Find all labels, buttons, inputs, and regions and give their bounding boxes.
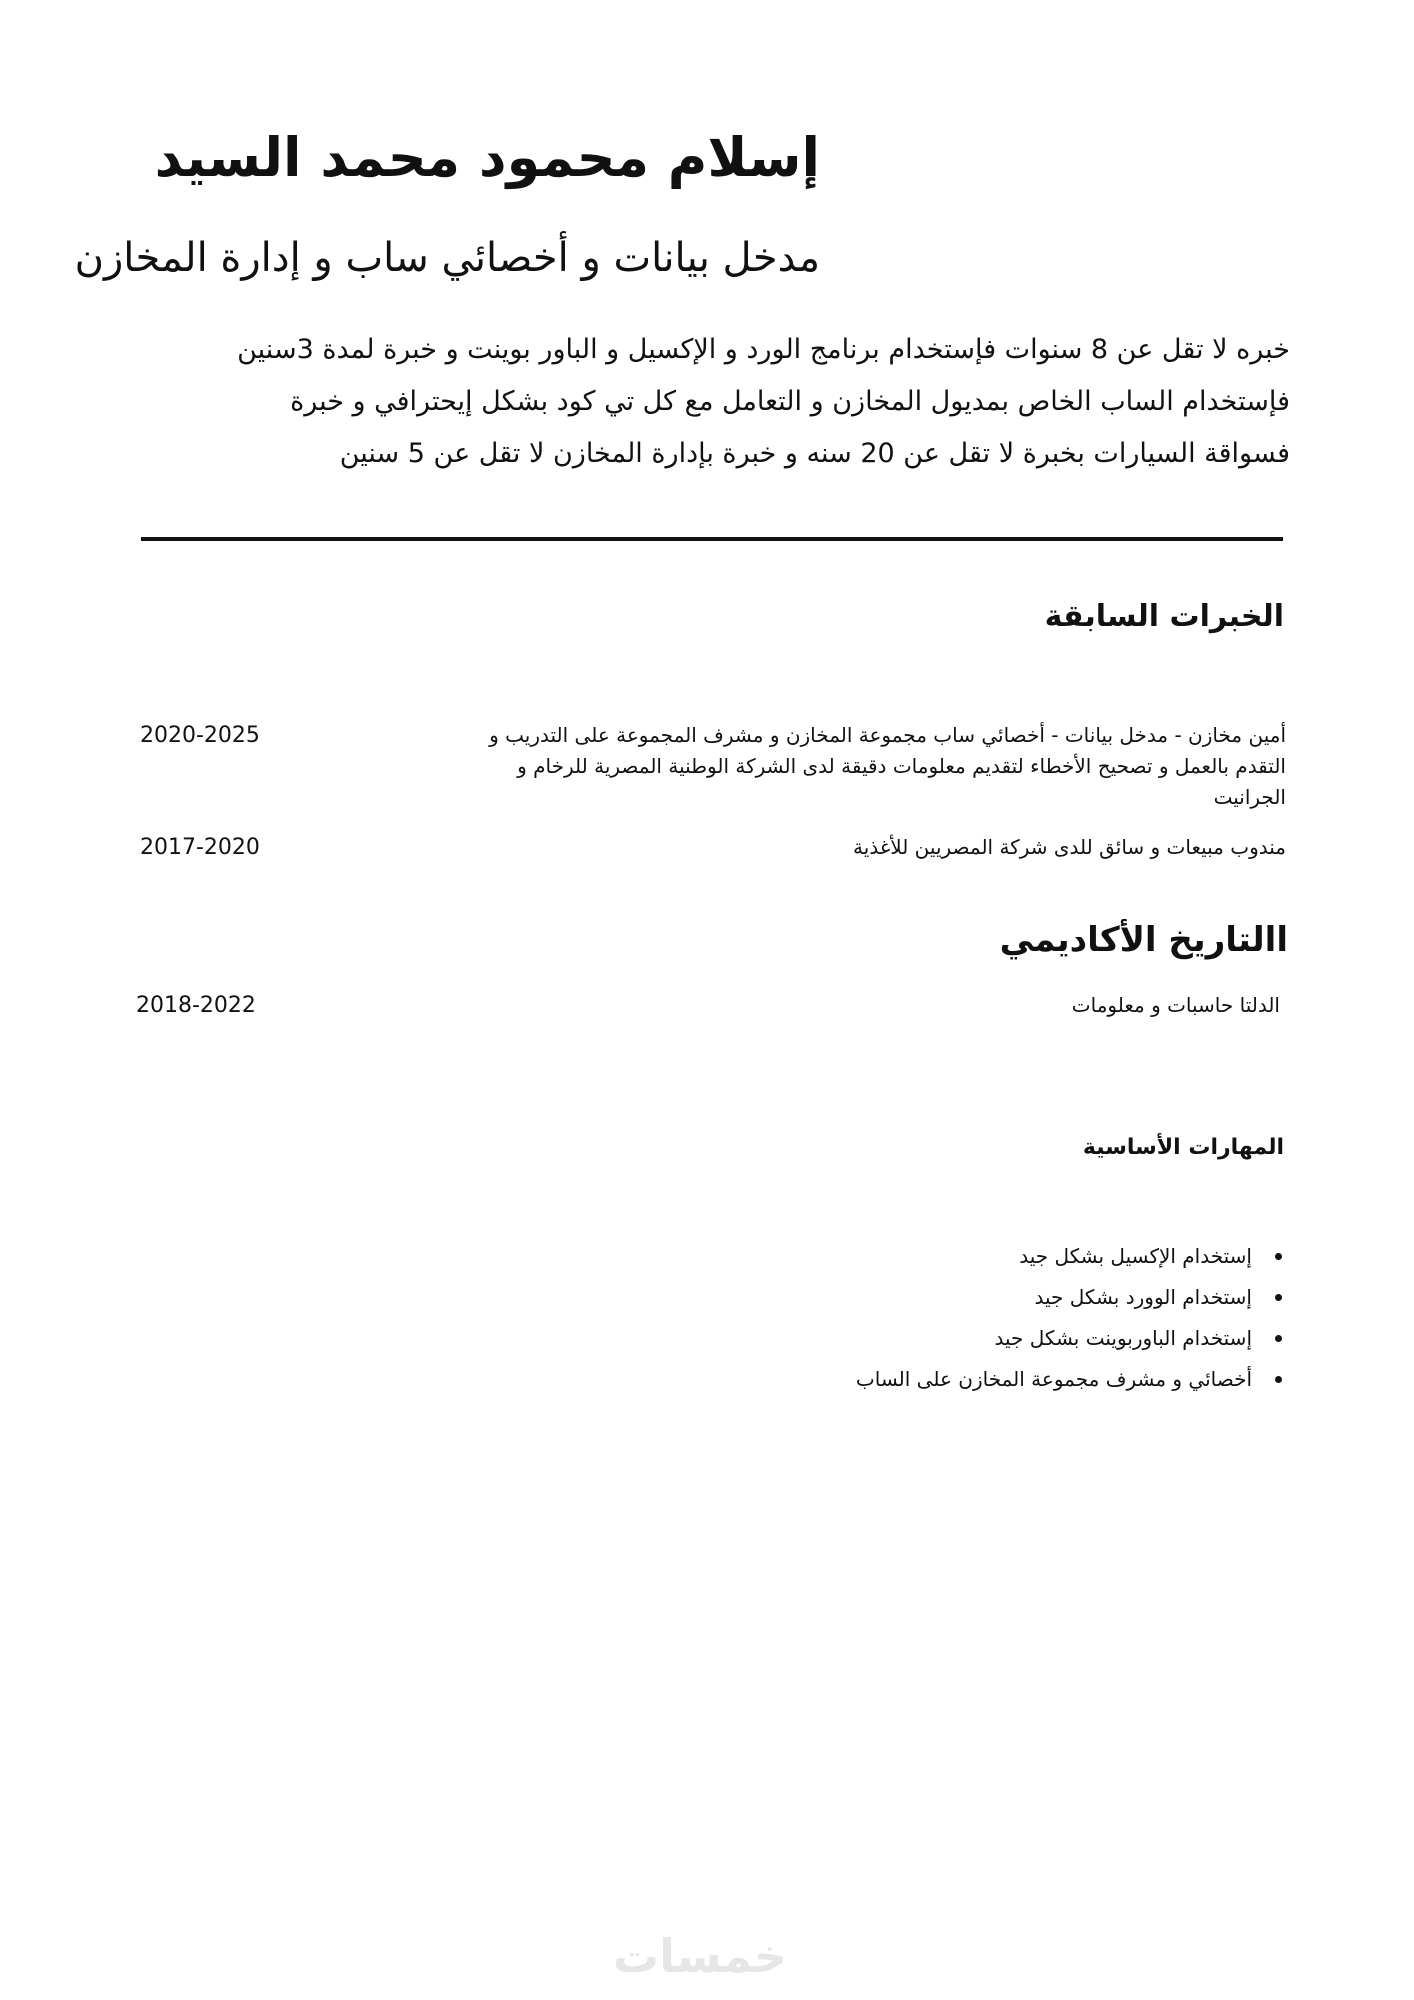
skill-item <box>700 1277 1252 1318</box>
profile-summary <box>140 324 1290 480</box>
summary-line: فإستخدام الساب الخاص بمديول المخازن و التعامل مع كل تي كود بشكل إيحترافي و خبرة <box>290 386 1290 417</box>
experience-years: 2020-2025 <box>140 723 260 748</box>
experience-heading: الخبرات السابقة <box>1044 599 1284 634</box>
job-title: مدخل بيانات و أخصائي ساب و إدارة المخازن <box>74 235 820 281</box>
education-years: 2018-2022 <box>136 993 256 1018</box>
skill-text: إستخدام الوورد بشكل جيد <box>1034 1285 1252 1309</box>
bullet-icon <box>1275 1294 1282 1301</box>
skill-text: إستخدام الباوربوينت بشكل جيد <box>994 1326 1252 1350</box>
skills-list <box>700 1236 1282 1400</box>
skill-item <box>700 1318 1252 1359</box>
experience-description: أمين مخازن - مدخل بيانات - أخصائي ساب مجموعة المخازن و مشرف المجموعة على التدريب و التقدم بالعمل و تصحيح الأخطاء لتقديم معلومات دقيقة لدى الشركة الوطنية المصرية للرخام و الجرانيت <box>489 723 1286 809</box>
bullet-icon <box>1275 1376 1282 1383</box>
section-divider <box>141 537 1283 541</box>
education-heading: االتاريخ الأكاديمي <box>999 920 1288 960</box>
summary-line: فسواقة السيارات بخبرة لا تقل عن 20 سنه و خبرة بإدارة المخازن لا تقل عن 5 سنين <box>339 438 1290 469</box>
experience-entry <box>140 720 1286 840</box>
education-description: الدلتا حاسبات و معلومات <box>1071 993 1280 1017</box>
skills-heading: المهارات الأساسية <box>1082 1135 1284 1160</box>
summary-line: خبره لا تقل عن 8 سنوات فإستخدام برنامج الورد و الإكسيل و الباور بوينت و خبرة لمدة 3سنين <box>237 334 1290 365</box>
skill-text: إستخدام الإكسيل بشكل جيد <box>1019 1244 1252 1268</box>
skill-item <box>700 1359 1252 1400</box>
experience-description: مندوب مبيعات و سائق للدى شركة المصريين للأغذية <box>853 835 1286 859</box>
skill-text: أخصائي و مشرف مجموعة المخازن على الساب <box>855 1367 1252 1391</box>
watermark-logo: خمسات <box>612 1929 788 1983</box>
bullet-icon <box>1275 1253 1282 1260</box>
education-entry <box>136 990 1286 1110</box>
experience-years: 2017-2020 <box>140 835 260 860</box>
candidate-name: إسلام محمود محمد السيد <box>154 126 820 189</box>
skill-item <box>700 1236 1252 1277</box>
bullet-icon <box>1275 1335 1282 1342</box>
